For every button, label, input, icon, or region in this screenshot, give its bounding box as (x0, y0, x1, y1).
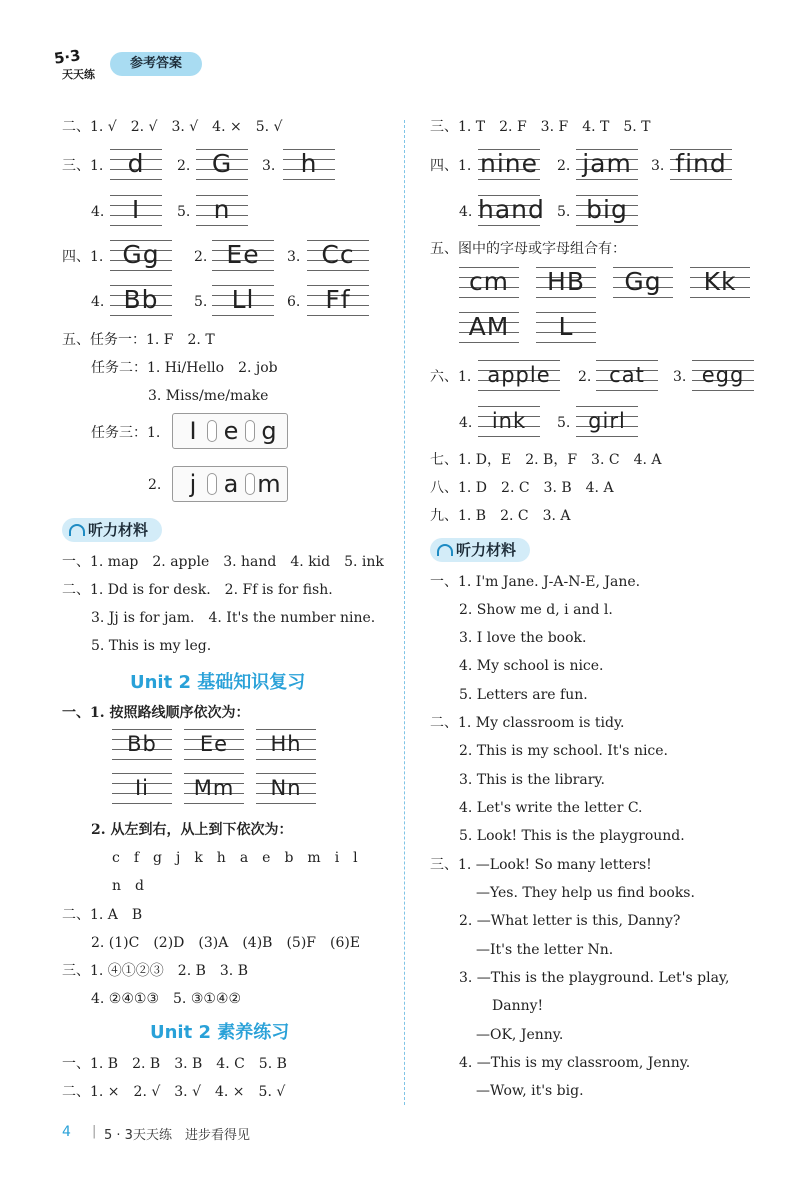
item-number: 5. (557, 415, 571, 431)
review-q1-part2: 2. 从左到右，从上到下依次为： (91, 822, 293, 838)
written-answer: Ff (325, 285, 351, 314)
review-q1: 一、1. 按照路线顺序依次为： (62, 705, 250, 721)
script-line: 5. This is my leg. (91, 638, 212, 654)
writing-box (307, 238, 369, 272)
item-number: 4. (459, 415, 473, 431)
right-q9: 九、1. B 2. C 3. A (430, 508, 571, 524)
right-q3: 三、1. T 2. F 3. F 4. T 5. T (430, 119, 651, 135)
writing-box (196, 193, 248, 227)
writing-box (478, 193, 545, 227)
listening-title (430, 538, 530, 562)
written-answer: Ii (134, 776, 150, 800)
left-q2: 二、1. √ 2. √ 3. √ 4. × 5. √ (62, 119, 283, 135)
review-q3b: 4. ②④①③ 5. ③①④② (91, 991, 242, 1007)
footer-slogan: 5 · 3天天练 进步看得见 (104, 1128, 250, 1143)
writing-box (576, 404, 638, 438)
right-q5: 五、图中的字母或字母组合有： (430, 241, 626, 257)
writing-box (110, 238, 172, 272)
item-number: 5. (557, 204, 571, 220)
writing-box (596, 358, 658, 392)
written-answer: Ll (231, 285, 255, 314)
item-number: 2. (177, 158, 191, 174)
writing-box (184, 771, 244, 805)
column-divider (404, 120, 405, 1105)
review-q2: 二、1. A B (62, 907, 143, 923)
script-line: 3. This is the library. (459, 772, 605, 788)
right-q8: 八、1. D 2. C 3. B 4. A (430, 480, 614, 496)
written-answer: I (131, 195, 141, 224)
script-line: 3. Jj is for jam. 4. It's the number nine. (91, 610, 376, 626)
puzzle-letter: a (223, 470, 239, 498)
puzzle-letter: j (189, 470, 197, 498)
written-answer: cm (468, 267, 510, 296)
writing-box (478, 147, 540, 181)
puzzle-letter: m (257, 470, 281, 498)
right-q6-label: 六、1. (430, 369, 472, 385)
letter-sequence: n d (112, 878, 144, 894)
script-line: 三、1. —Look! So many letters! (430, 857, 652, 873)
written-answer: Bb (123, 285, 159, 314)
writing-box (576, 193, 638, 227)
written-answer: Nn (270, 776, 302, 800)
written-answer: G (211, 149, 233, 178)
writing-box (613, 265, 673, 299)
script-line: 5. Letters are fun. (459, 687, 588, 703)
section-heading-practice: Unit 2 素养练习 (150, 1022, 290, 1043)
script-line: 4. Let's write the letter C. (459, 800, 643, 816)
item-number: 2. (194, 249, 208, 265)
letter-puzzle (172, 466, 288, 502)
left-q4-label: 四、1. (62, 249, 104, 265)
script-line: 4. —This is my classroom, Jenny. (459, 1055, 691, 1071)
listening-title (62, 518, 162, 542)
headphones-icon (437, 544, 453, 556)
written-answer: Hh (270, 732, 302, 756)
review-q2b: 2. (1)C (2)D (3)A (4)B (5)F (6)E (91, 935, 361, 951)
practice-q1: 一、1. B 2. B 3. B 4. C 5. B (62, 1056, 287, 1072)
writing-box (110, 147, 162, 181)
item-number: 5. (177, 204, 191, 220)
writing-box (112, 727, 172, 761)
writing-box (459, 310, 519, 344)
item-number: 4. (91, 294, 105, 310)
written-answer: nine (479, 149, 539, 178)
writing-box (112, 771, 172, 805)
written-answer: n (213, 195, 231, 224)
writing-box (690, 265, 750, 299)
written-answer: jam (582, 149, 632, 178)
written-answer: big (586, 195, 628, 224)
writing-box (283, 147, 335, 181)
written-answer: Ee (199, 732, 229, 756)
script-line: —Yes. They help us find books. (476, 885, 695, 901)
written-answer: Mm (193, 776, 235, 800)
left-q3-label: 三、1. (62, 158, 104, 174)
script-line: —It's the letter Nn. (476, 942, 614, 958)
script-line: 4. My school is nice. (459, 658, 604, 674)
writing-box (256, 727, 316, 761)
writing-box (459, 265, 519, 299)
written-answer: find (675, 149, 727, 178)
written-answer: Kk (703, 267, 737, 296)
writing-box (256, 771, 316, 805)
review-q3: 三、1. ④①②③ 2. B 3. B (62, 963, 248, 979)
footer-separator: | (92, 1124, 97, 1139)
writing-box (110, 193, 162, 227)
writing-box (196, 147, 248, 181)
puzzle-letter: e (223, 417, 239, 445)
item-number: 2. (578, 369, 592, 385)
script-line: 二、1. Dd is for desk. 2. Ff is for fish. (62, 582, 333, 598)
left-q5-task2a: 任务二：1. Hi/Hello 2. job (91, 360, 278, 376)
written-answer: girl (588, 409, 626, 433)
item-number: 4. (91, 204, 105, 220)
item-number: 3. (651, 158, 665, 174)
script-line: 2. This is my school. It's nice. (459, 743, 669, 759)
page-number: 4 (62, 1124, 71, 1140)
script-line: 二、1. My classroom is tidy. (430, 715, 625, 731)
written-answer: h (300, 149, 318, 178)
written-answer: Gg (122, 240, 160, 269)
puzzle-letter: g (261, 417, 277, 445)
writing-box (576, 147, 638, 181)
written-answer: egg (701, 363, 745, 387)
listening-title-text: 听力材料 (88, 521, 149, 539)
right-q7: 七、1. D，E 2. B，F 3. C 4. A (430, 452, 662, 468)
script-line: 一、1. I'm Jane. J-A-N-E, Jane. (430, 574, 641, 590)
writing-box (110, 283, 172, 317)
item-number: 6. (287, 294, 301, 310)
writing-box (212, 238, 274, 272)
written-answer: Gg (624, 267, 662, 296)
written-answer: L (558, 312, 574, 341)
written-answer: ink (491, 409, 527, 433)
writing-box (536, 310, 596, 344)
writing-box (536, 265, 596, 299)
script-line: 一、1. map 2. apple 3. hand 4. kid 5. ink (62, 554, 384, 570)
script-line: 2. —What letter is this, Danny? (459, 913, 681, 929)
practice-q2: 二、1. × 2. √ 3. √ 4. × 5. √ (62, 1084, 286, 1100)
listening-title-text: 听力材料 (456, 541, 517, 559)
headphones-icon (69, 524, 85, 536)
written-answer: apple (487, 363, 551, 387)
section-heading-review: Unit 2 基础知识复习 (130, 672, 306, 693)
brand-logo-sub: 天天练 (62, 68, 95, 81)
written-answer: HB (547, 267, 585, 296)
left-q5-task2b: 3. Miss/me/make (148, 388, 269, 404)
script-line: Danny! (492, 998, 544, 1014)
item-number: 4. (459, 204, 473, 220)
right-q4-label: 四、1. (430, 158, 472, 174)
letter-sequence: c f g j k h a e b m i l (112, 850, 358, 866)
writing-box (478, 358, 560, 392)
writing-box (307, 283, 369, 317)
written-answer: AM (468, 312, 510, 341)
written-answer: Cc (321, 240, 355, 269)
script-line: —Wow, it's big. (476, 1083, 584, 1099)
written-answer: Bb (127, 732, 157, 756)
answer-key-tag: 参考答案 (110, 52, 202, 76)
puzzle-letter: I (189, 417, 197, 445)
written-answer: cat (609, 363, 645, 387)
script-line: —OK, Jenny. (476, 1027, 564, 1043)
letter-puzzle (172, 413, 288, 449)
left-q5-task1: 五、任务一：1. F 2. T (62, 332, 215, 348)
writing-box (670, 147, 732, 181)
script-line: 3. I love the book. (459, 630, 587, 646)
item-number: 3. (673, 369, 687, 385)
script-line: 5. Look! This is the playground. (459, 828, 685, 844)
writing-box (692, 358, 754, 392)
item-number: 3. (262, 158, 276, 174)
writing-box (184, 727, 244, 761)
written-answer: d (127, 149, 145, 178)
written-answer: hand (478, 195, 545, 224)
writing-box (212, 283, 274, 317)
item-number: 2. (557, 158, 571, 174)
item-number: 3. (287, 249, 301, 265)
item-number: 5. (194, 294, 208, 310)
item-number: 2. (148, 477, 162, 493)
writing-box (478, 404, 540, 438)
script-line: 3. —This is the playground. Let's play, (459, 970, 730, 986)
written-answer: Ee (226, 240, 260, 269)
script-line: 2. Show me d, i and l. (459, 602, 613, 618)
left-q5-task3-label: 任务三：1. (91, 425, 161, 441)
brand-logo: 5·3 (52, 46, 82, 68)
